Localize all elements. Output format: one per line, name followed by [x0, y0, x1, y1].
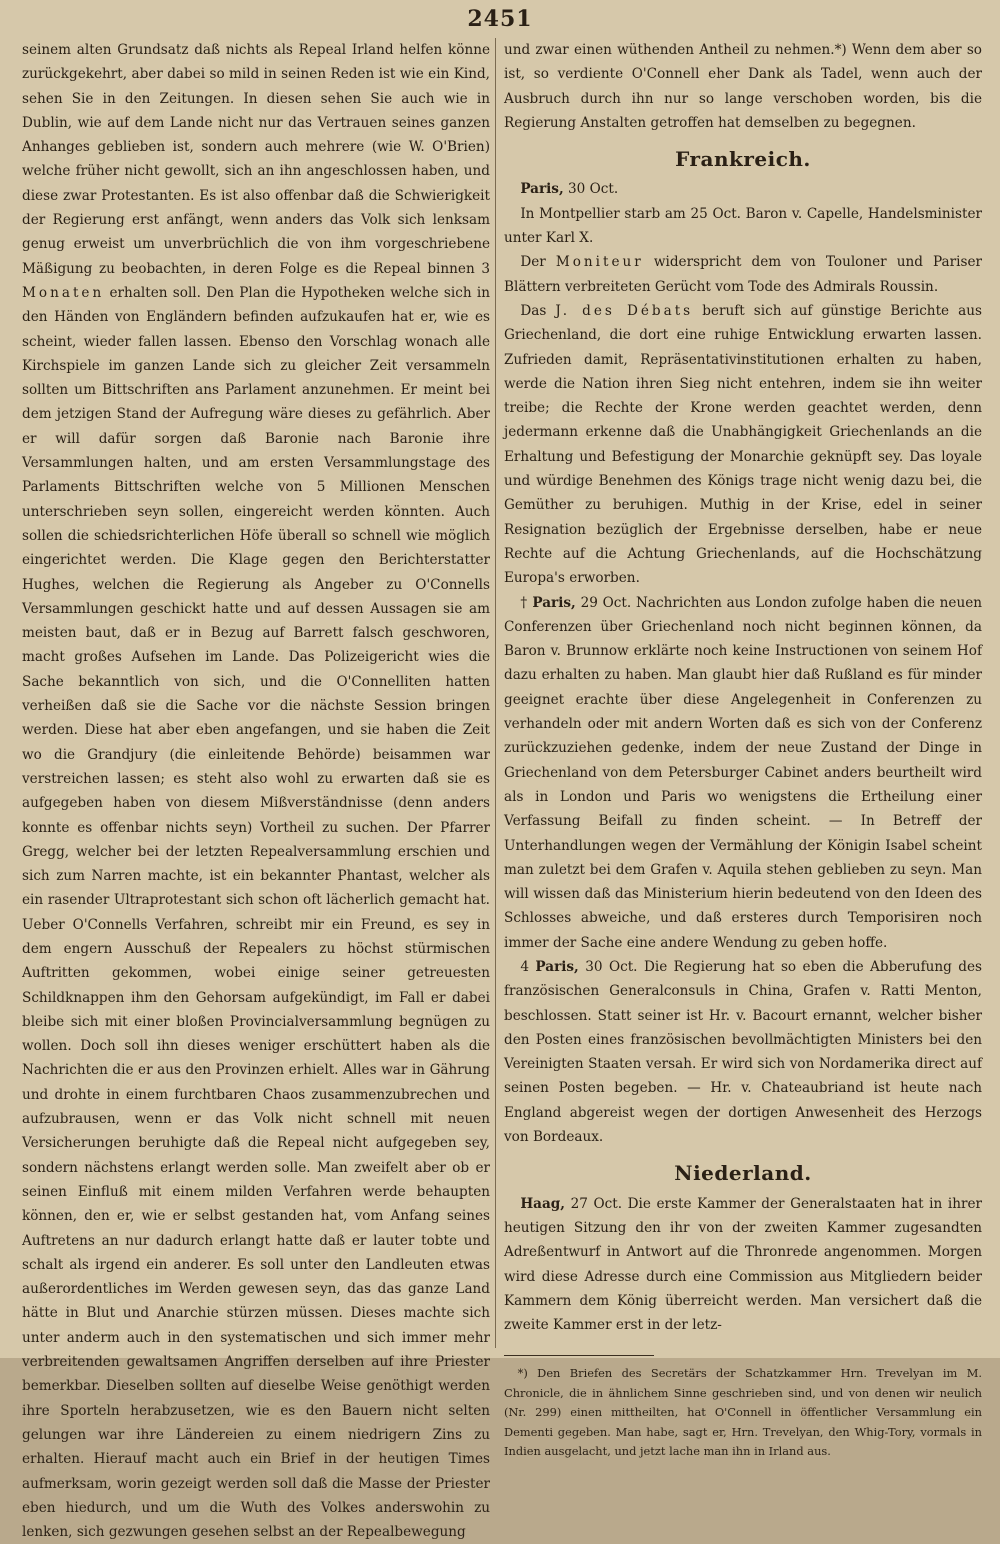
- text-columns: [22, 38, 983, 1541]
- paris-item-2: [504, 250, 982, 299]
- newspaper-name: J. des Débats: [555, 302, 694, 319]
- right-column: [504, 38, 983, 1459]
- paris-item-1: [504, 177, 982, 201]
- dateline: Paris,: [535, 958, 579, 975]
- section-heading-niederland: Niederland.: [674, 1161, 812, 1186]
- page-number: 2451: [467, 6, 533, 32]
- footnote-divider: [504, 1355, 654, 1356]
- dateline: Paris,: [532, 594, 576, 611]
- haag-item: [504, 1192, 982, 1338]
- ireland-emphasis: Monaten: [22, 284, 105, 301]
- column-divider: [495, 38, 496, 1348]
- text: widerspricht dem von Touloner und Pariser Blättern verbreiteten Gerücht vom Tode des Admirals Roussin.: [504, 254, 982, 295]
- text: Nachrichten aus London zufolge haben die neuen Conferenzen über Griechenland noch nicht beginnen können, da Baron v. Brunnow erklärte noch keine Instructionen von seinem Hof dazu erhalten zu haben. Man glaubt hier daß Rußland es für minder geeignet erachte über diese Angelegenheit in Conferenzen zu verhandeln oder mit andern Worten daß es sich von der Conferenz zurückzuziehen gedenke, indem der neue Zustand der Dinge in Griechenland von dem Petersburger Cabinet anders beurtheilt wird als in London und Paris wo wenigstens die Ertheilung einer Verfassung Beifall zu finden scheint. — In Betreff der Unterhandlungen wegen der Vermählung der Königin Isabel scheint man zuletzt bei dem Grafen v. Aquila stehen geblieben zu seyn. Man will wissen daß das Ministerium hierin bedeutend von den Ideen des Schlosses abweiche, und daß ersteres durch Temporisiren noch immer der Sache eine andere Wendung zu geben hoffe.: [504, 594, 983, 951]
- paris-item-3: [504, 299, 982, 591]
- dateline: Haag,: [520, 1195, 566, 1212]
- dateline: Paris,: [520, 181, 564, 198]
- date: 30 Oct.: [568, 181, 619, 198]
- text: Der: [520, 254, 546, 271]
- footnote: *) Den Briefen des Secretärs der Schatzkammer Hrn. Trevelyan im M. Chronicle, die in ähnlichem Sinne geschrieben sind, und von denen wir neulich (Nr. 299) einen mittheilten, hat O'Connell in öffentlicher Versammlung ein Dementi gegeben. Man habe, sagt er, Hrn. Trevelyan, den Whig-Tory, vormals in Indien ausgelacht, und jetzt lache man ihn in Irland aus.: [504, 1366, 982, 1459]
- date: 30 Oct.: [585, 958, 638, 975]
- ireland-article: [22, 38, 490, 1544]
- paris-item-5: [504, 955, 982, 1149]
- correspondent-mark: †: [520, 594, 528, 611]
- date: 27 Oct.: [570, 1195, 623, 1212]
- left-column: [22, 38, 490, 1541]
- text: Das: [520, 302, 547, 319]
- date: 29 Oct.: [580, 594, 632, 611]
- ireland-continuation: und zwar einen wüthenden Antheil zu nehmen.*) Wenn dem aber so ist, so verdiente O'Connell eher Dank als Tadel, wenn auch der Ausbruch durch ihn nur so lange verschoben worden, bis die Regierung Anstalten getroffen hat demselben zu begegnen.: [504, 42, 982, 131]
- newspaper-name: Moniteur: [555, 254, 644, 271]
- correspondent-mark: 4: [520, 958, 529, 975]
- paris-item-4: [504, 591, 982, 955]
- text: beruft sich auf günstige Berichte aus Griechenland, die dort eine ruhige Entwicklung erwarten lassen. Zufrieden damit, Repräsentativinstitutionen erhalten zu haben, werde die Nation ihren Sieg nicht entehren, indem sie ihn weiter treibe; die Rechte der Krone werden geachtet werden, denn jedermann erkenne daß die Unabhängigkeit Griechenlands an die Erhaltung und Befestigung der Monarchie geknüpft sey. Das loyale und würdige Benehmen des Königs trage nicht wenig dazu bei, die Gemüther zu beruhigen. Muthig in der Krise, edel in seiner Resignation bezüglich der Ergebnisse derselben, habe er neue Rechte auf die Achtung Griechenlands, auf die Hochschätzung Europa's erworben.: [504, 302, 982, 587]
- paris-item-1-text: In Montpellier starb am 25 Oct. Baron v. Capelle, Handelsminister unter Karl X.: [504, 205, 982, 247]
- section-heading-frankreich: Frankreich.: [675, 147, 811, 172]
- text: Die Regierung hat so eben die Abberufung des französischen Generalconsuls in China, Grafen v. Ratti Menton, beschlossen. Statt seiner ist Hr. v. Bacourt ernannt, welcher bisher den Posten eines französischen bevollmächtigten Ministers bei den Vereinigten Staaten versah. Er wird sich von Nordamerika direct auf seinen Posten begeben. — Hr. v. Chateaubriand ist heute nach England abgereist wegen der dortigen Anwesenheit des Herzogs von Bordeaux.: [504, 958, 982, 1146]
- ireland-text-1: seinem alten Grundsatz daß nichts als Repeal Irland helfen könne zurückgekehrt, aber dabei so mild in seinen Reden ist wie ein Kind, sehen Sie in den Zeitungen. In diesen sehen Sie auch wie in Dublin, wie auf dem Lande nicht nur das Vertrauen seines ganzen Anhanges geblieben ist, sondern auch mehrere (wie W. O'Brien) welche früher nicht gewollt, sich an ihn angeschlossen haben, und diese zwar Protestanten. Es ist also offenbar daß die Schwierigkeit der Regierung erst anfängt, wenn anders das Volk sich lenksam genug erweist um unverbrüchlich die von ihm vorgeschriebene Mäßigung zu beobachten, in deren Folge es die Repeal binnen 3: [22, 42, 490, 277]
- text: Die erste Kammer der Generalstaaten hat in ihrer heutigen Sitzung den ihr von der zweiten Kammer zugesandten Adreßentwurf in Antwort auf die Thronrede angenommen. Morgen wird diese Adresse durch eine Commission aus Mitgliedern beider Kammern dem König überreicht werden. Man versichert daß die zweite Kammer erst in der letz-: [504, 1195, 983, 1334]
- ireland-text-2: erhalten soll. Den Plan die Hypotheken welche sich in den Händen von Engländern befinden aufzukaufen hat er, wie es scheint, wieder fallen lassen. Ebenso den Vorschlag wonach alle Kirchspiele im ganzen Lande sich zu gleicher Zeit versammeln sollten um Bittschriften ans Parlament anzunehmen. Er meint bei dem jetzigen Stand der Aufregung wäre dieses zu gefährlich. Aber er will dafür sorgen daß Baronie nach Baronie ihre Versammlungen halten, und am ersten Versammlungstage des Parlaments Bittschriften welche von 5 Millionen Menschen unterschrieben seyn sollen, eingereicht werden könnten. Auch sollen die schiedsrichterlichen Höfe überall so schnell wie möglich eingerichtet werden. Die Klage gegen den Berichterstatter Hughes, welchen die Regierung als Angeber zu O'Connells Versammlungen geschickt hatte und auf dessen Aussagen sie am meisten baut, daß er in Bezug auf Barrett falsch geschworen, macht großes Aufsehen im Lande. Das Polizeigericht wies die Sache bekanntlich von sich, und die O'Connelliten hatten verheißen daß sie die Sache vor die nächste Session bringen werden. Diese hat aber eben angefangen, und sie haben die Zeit wo die Grandjury (die einleitende Behörde) beisammen war verstreichen lassen; es steht also wohl zu erwarten daß sie es aufgegeben haben von diesem Mißverständnisse (denn anders konnte es offenbar nichts seyn) Vortheil zu suchen. Der Pfarrer Gregg, welcher bei der letzten Repealversammlung erschien und sich zum Narren machte, ist ein bekannter Phantast, welcher als ein rasender Ultraprotestant sich schon oft lächerlich gemacht hat. Ueber O'Connells Verfahren, schreibt mir ein Freund, es sey in dem engern Ausschuß der Repealers zu höchst stürmischen Auftritten gekommen, wobei einige seiner getreuesten Schildknappen ihm den Gehorsam aufgekündigt, im Fall er dabei bleibe sich mit einer bloßen Provincialversammlung begnügen zu wollen. Doch soll ihn dieses weniger erschüttert haben als die Nachrichten die er aus den Provinzen erhielt. Alles war in Gährung und drohte in einem furchtbaren Chaos zusammenzubrechen und aufzubrausen, wenn er das Volk nicht schnell mit neuen Versicherungen beruhigte daß die Repeal nicht aufgegeben sey, sondern nächstens erlangt werden solle. Man zweifelt aber ob er seinen Einfluß mit einem milden Verfahren werde behaupten können, den er, wie er selbst gestanden hat, vom Anfang seines Auftretens an nur dadurch erlangt hatte daß er lauter tobte und schalt als irgend ein anderer. Es soll unter den Landleuten etwas außerordentliches im Werden gewesen seyn, das das ganze Land hätte in Blut und Anarchie stürzen müssen. Dieses machte sich unter anderm auch in den systematischen und sich immer mehr verbreitenden gewaltsamen Angriffen derselben auf ihre Priester bemerkbar. Dieselben sollten auf dieselbe Weise genöthigt werden ihre Sporteln herabzusetzen, wie es den Bauern nicht selten gelungen war ihre Ländereien zu einem niedrigern Zins zu erhalten. Hierauf macht auch ein Brief in der heutigen Times aufmerksam, worin gezeigt werden soll daß die Masse der Priester eben hiedurch, und um die Wuth des Volkes anderswohin zu lenken, sich gezwungen gesehen selbst an der Repealbewegung: [22, 284, 490, 1541]
